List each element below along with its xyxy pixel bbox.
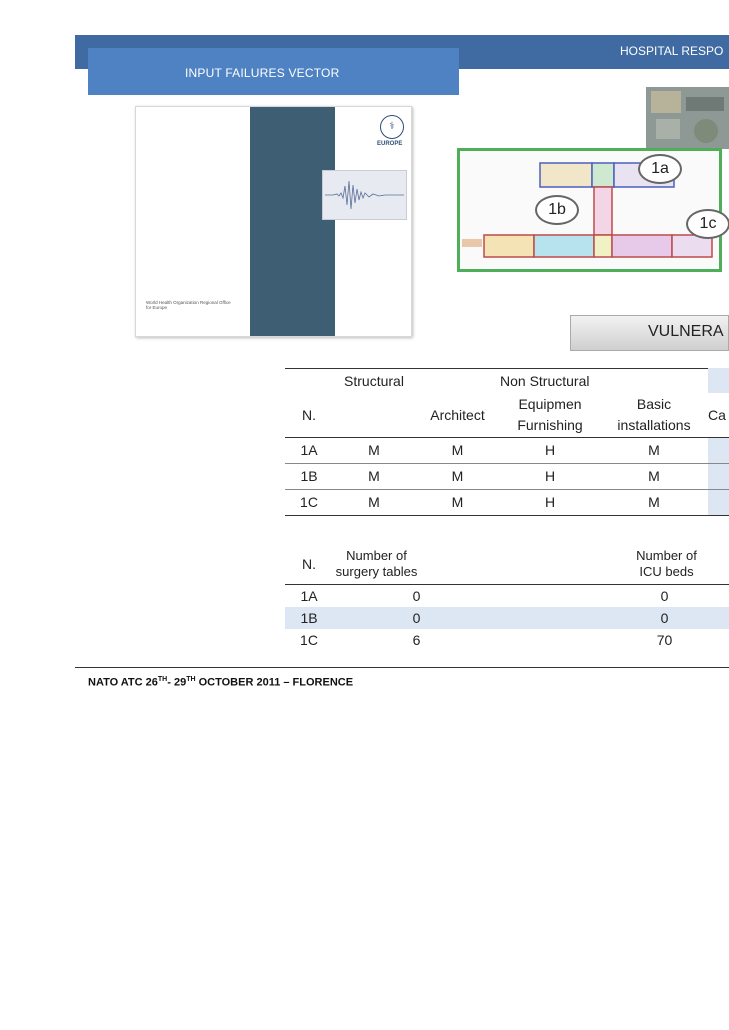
- cell-architect: M: [451, 442, 464, 458]
- table-row: [285, 463, 729, 489]
- section-title: INPUT FAILURES VECTOR: [185, 66, 340, 80]
- cover-org: World Health Organization Regional Office for Europe: [146, 300, 231, 310]
- slide-title: HOSPITAL RESPO: [620, 44, 724, 58]
- cell-basic: M: [648, 468, 660, 484]
- zone-label-1c: 1c: [686, 209, 729, 239]
- header-cut: Ca: [708, 406, 726, 423]
- footer-sup2: TH: [186, 676, 196, 683]
- header-basic-line2: installations: [617, 416, 691, 433]
- cover-europe: EUROPE: [377, 141, 403, 147]
- header-n: N.: [302, 406, 316, 423]
- zone-label-1a: 1a: [638, 154, 682, 184]
- header-surgery: [333, 544, 580, 584]
- cell-equipment: H: [544, 494, 556, 510]
- footer-sup1: TH: [157, 676, 168, 683]
- header-basic-line1: Basic: [636, 395, 672, 412]
- cell-surgery: 0: [412, 609, 421, 626]
- cell-structural: M: [368, 494, 380, 510]
- cell-architect: M: [451, 494, 464, 510]
- cell-equipment: H: [544, 468, 556, 484]
- table-row: [285, 629, 729, 651]
- table1-group-row: [285, 368, 729, 393]
- seismogram-image: [322, 170, 407, 220]
- cell-icu: 0: [660, 609, 669, 626]
- header-n: N.: [302, 555, 316, 572]
- header-structural: Structural: [344, 372, 404, 389]
- table1-header-row: [285, 393, 729, 437]
- header-surgery-line2: surgery tables: [335, 563, 418, 579]
- cell-surgery: 6: [412, 631, 421, 648]
- cover-subtitle: – a handbook –: [344, 277, 379, 283]
- handbook-cover-image: [135, 106, 412, 337]
- header-surgery-line1: Number of: [346, 547, 407, 563]
- vulnerability-table: [285, 368, 729, 516]
- header-architect: Architect: [430, 406, 485, 423]
- header-nonstructural: Non Structural: [500, 372, 590, 389]
- cell-basic: M: [648, 494, 660, 510]
- table-row: [285, 607, 729, 629]
- table-row: [285, 437, 729, 463]
- row-id: 1B: [300, 468, 318, 484]
- table-row: [285, 489, 729, 515]
- cell-basic: M: [648, 442, 660, 458]
- cell-structural: M: [368, 442, 380, 458]
- header-equipment-line1: Equipmen: [518, 395, 582, 412]
- cell-architect: M: [451, 468, 464, 484]
- header-equipment-line2: Furnishing: [517, 416, 583, 433]
- cell-icu: 0: [660, 587, 669, 604]
- zone-label-1b: 1b: [535, 195, 579, 225]
- cell-icu: 70: [656, 631, 673, 648]
- footer-post: OCTOBER 2011 – FLORENCE: [195, 676, 354, 689]
- row-id: 1B: [300, 609, 318, 626]
- cell-equipment: H: [544, 442, 556, 458]
- cover-title: Health facility seismic vulnerability evaluation: [336, 234, 389, 270]
- header-basic: [600, 393, 708, 437]
- cover-band: [250, 107, 335, 336]
- header-icu-line1: Number of: [636, 547, 697, 563]
- who-logo-icon: ⚕: [380, 115, 404, 139]
- footer-rule: [75, 667, 729, 668]
- header-icu-line2: ICU beds: [639, 563, 694, 579]
- capacity-table: [285, 544, 729, 651]
- cell-surgery: 0: [412, 587, 421, 604]
- aerial-photo: [646, 87, 729, 149]
- header-icu: [580, 544, 729, 584]
- table2-header-row: [285, 544, 729, 584]
- row-id: 1C: [300, 631, 318, 648]
- vulnerability-banner-label: VULNERA: [648, 323, 724, 340]
- floor-plan-diagram: [457, 148, 722, 272]
- row-id: 1A: [300, 442, 318, 458]
- footer-mid: - 29: [167, 676, 187, 689]
- cell-structural: M: [368, 468, 380, 484]
- row-id: 1A: [300, 587, 318, 604]
- table-row: [285, 584, 729, 607]
- header-equipment: [500, 393, 600, 437]
- footer-text: [88, 676, 353, 689]
- footer-pre: NATO ATC 26: [88, 676, 158, 689]
- row-id: 1C: [300, 494, 318, 510]
